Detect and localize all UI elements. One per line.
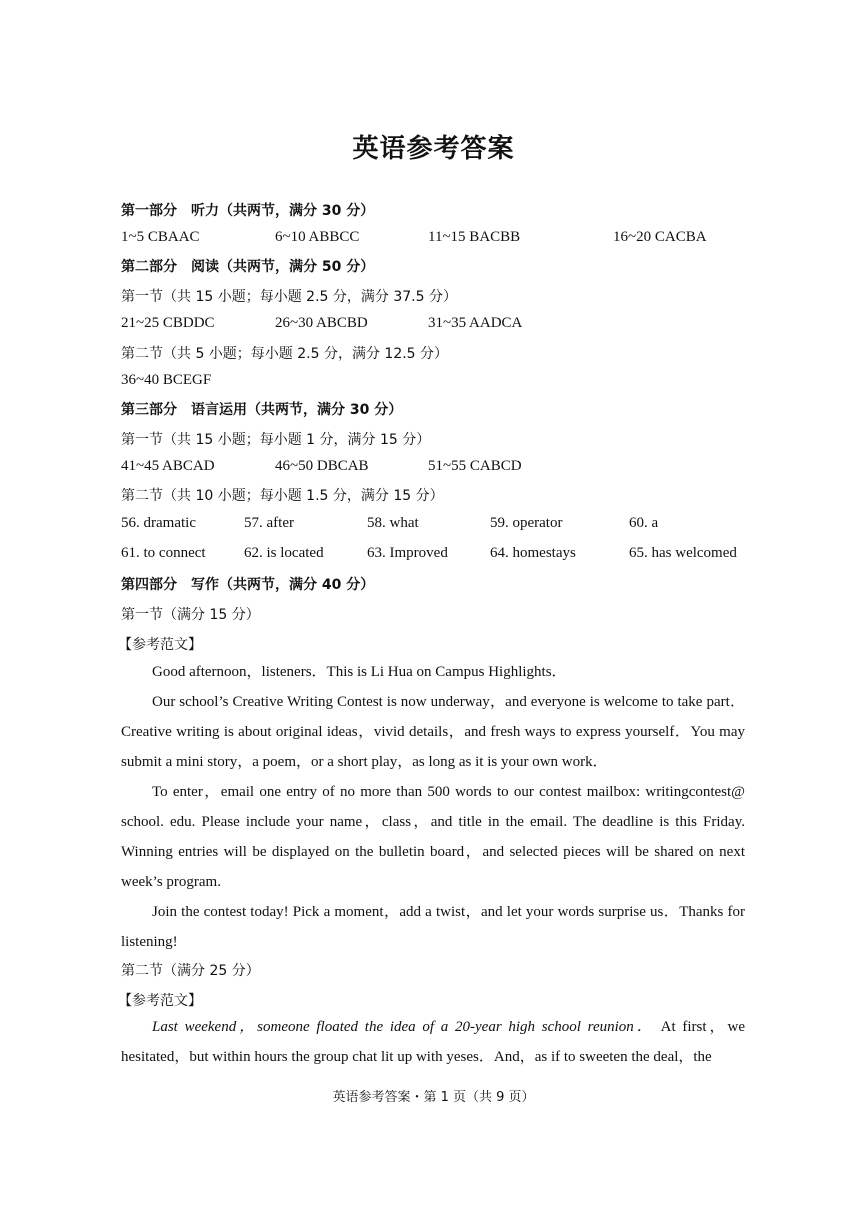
page-title: 英语参考答案 [352,134,515,164]
part3-heading: 第三部分 语言运用（共两节，满分 30 分） [121,402,403,418]
fill-answer: 59. operator [490,515,563,531]
part3-section1-heading: 第一节（共 15 小题；每小题 1 分，满分 15 分） [121,432,431,448]
part1-heading: 第一部分 听力（共两节，满分 30 分） [121,203,375,219]
part2-section2-heading: 第二节（共 5 小题；每小题 2.5 分，满分 12.5 分） [121,346,449,362]
answer-group: 21~25 CBDDC [121,315,215,331]
part2-heading: 第二部分 阅读（共两节，满分 50 分） [121,259,375,275]
answer-group: 6~10 ABBCC [275,229,360,245]
fill-answer: 61. to connect [121,545,206,561]
essay1-paragraph: Good afternoon，listeners．This is Li Hua on Campus Highlights． [152,664,567,680]
answer-group: 11~15 BACBB [428,229,521,245]
essay1-paragraph: Our school’s Creative Writing Contest is now underway，and everyone is welcome to take part．Creative writing is about original ideas，vivid details，and fresh ways to express yourself．You may submit a mini story，a poem，or a short play，as long as it is your own work． [121,694,745,770]
answer-group: 46~50 DBCAB [275,458,369,474]
essay2-text: At first，we hesitated，but within hours the group chat lit up with yeses．And，as if to sweeten the deal，the [121,1019,745,1065]
sample-essay-label: 【参考范文】 [118,637,202,653]
fill-answer: 62. is located [244,545,324,561]
fill-answer: 64. homestays [490,545,576,561]
answer-group: 31~35 AADCA [428,315,523,331]
fill-answer: 56. dramatic [121,515,196,531]
answer-group: 16~20 CACBA [613,229,707,245]
answer-group: 36~40 BCEGF [121,372,212,388]
fill-answer: 65. has welcomed [629,545,737,561]
part4-section2-heading: 第二节（满分 25 分） [121,963,260,979]
part4-section1-heading: 第一节（满分 15 分） [121,607,260,623]
essay2-italic-opening: Last weekend，someone floated the idea of a 20-year high school reunion． [152,1019,655,1035]
part4-heading: 第四部分 写作（共两节，满分 40 分） [121,577,375,593]
part3-section2-heading: 第二节（共 10 小题；每小题 1.5 分，满分 15 分） [121,488,444,504]
answer-group: 1~5 CBAAC [121,229,200,245]
fill-answer: 63. Improved [367,545,448,561]
essay1-paragraph: To enter，email one entry of no more than 500 words to our contest mailbox: writingcontest@ school. edu. Please include your name，class，and title in the email. The deadline is this Friday. Winning entries will be displayed on the bulletin board，and selected pieces will be shared on next week’s program. [121,784,745,890]
fill-answer: 58. what [367,515,419,531]
answer-group: 26~30 ABCBD [275,315,368,331]
fill-answer: 60. a [629,515,659,531]
fill-answer: 57. after [244,515,294,531]
essay1-paragraph: Join the contest today! Pick a moment，add a twist，and let your words surprise us．Thanks for listening! [121,904,745,950]
sample-essay-label: 【参考范文】 [118,993,202,1009]
page-footer: 英语参考答案・第 1 页（共 9 页） [332,1090,535,1105]
answer-group: 51~55 CABCD [428,458,522,474]
essay2-paragraph [121,1012,745,1072]
answer-group: 41~45 ABCAD [121,458,215,474]
part2-section1-heading: 第一节（共 15 小题；每小题 2.5 分，满分 37.5 分） [121,289,457,305]
